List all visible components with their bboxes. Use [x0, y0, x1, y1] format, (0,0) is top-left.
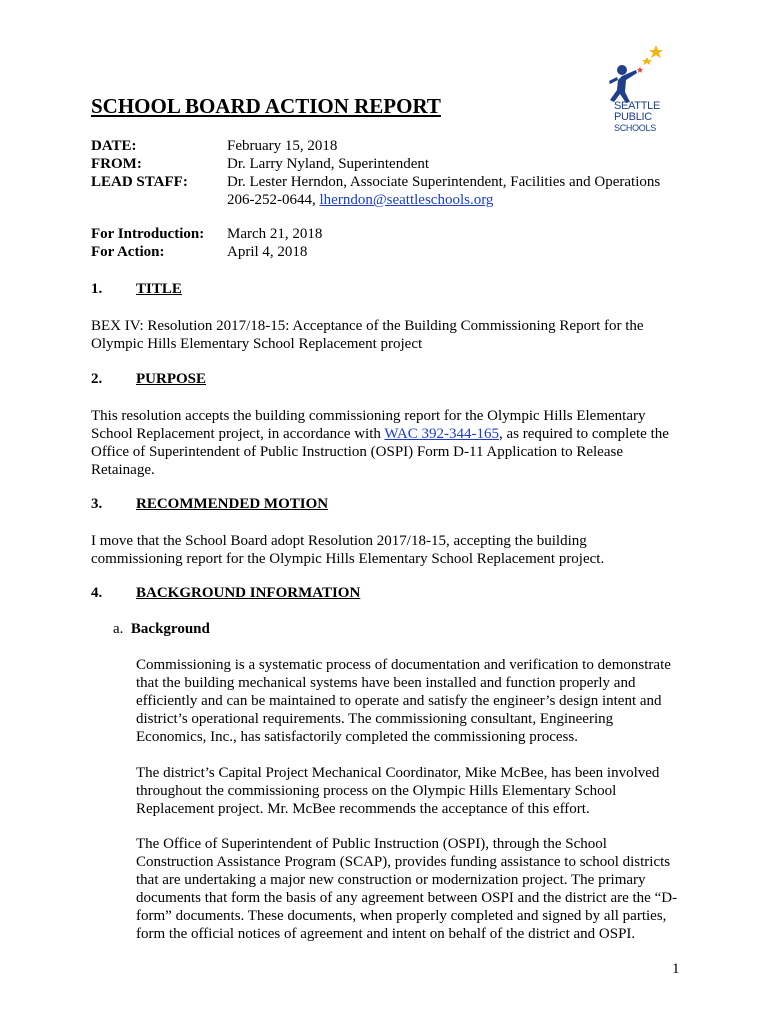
section-3-title: RECOMMENDED MOTION — [136, 496, 329, 512]
background-paragraph-3: The Office of Superintendent of Public Instruction (OSPI), through the School Construction Assistance Program (SCAP), provides funding assistance to school districts that are undertaking a major new construction or modernization project. The primary documents that form the basis of any agreement between OSPI and the district are the “D-form” documents. These documents, when properly completed and signed by all parties, form the official notices of agreement and intent on behalf of the district and OSPI. — [136, 836, 678, 942]
action-label: For Action: — [91, 244, 165, 260]
section-3-heading — [91, 496, 328, 513]
schedule-block — [91, 225, 322, 261]
from-value: Dr. Larry Nyland, Superintendent — [227, 156, 430, 172]
phone-number: 206-252-0644, — [227, 192, 316, 208]
section-2-text-before: This resolution accepts the building commissioning report for the Olympic Hills Elementary School Replacement project, in accordance with — [91, 408, 646, 442]
section-1-number: 1. — [91, 281, 103, 297]
lead-staff-label: LEAD STAFF: — [91, 174, 188, 190]
logo-line-2: PUBLIC — [614, 111, 652, 123]
logo-line-3: SCHOOLS — [614, 123, 656, 133]
introduction-date: March 21, 2018 — [227, 226, 323, 242]
contact-row — [91, 191, 660, 209]
logo-line-1: SEATTLE — [614, 100, 660, 112]
action-date: April 4, 2018 — [227, 244, 308, 260]
section-4-title: BACKGROUND INFORMATION — [136, 585, 361, 601]
section-3-text: I move that the School Board adopt Resolution 2017/18-15, accepting the building commissioning report for the Olympic Hills Elementary School Replacement project. — [91, 533, 605, 567]
logo-wordmark — [614, 101, 666, 133]
background-paragraph-2: The district’s Capital Project Mechanical Coordinator, Mike McBee, has been involved throughout the commissioning process on the Olympic Hills Elementary School Replacement project. Mr. McBee recommends the acceptance of this effort. — [136, 765, 660, 817]
introduction-row — [91, 225, 322, 243]
page-number: 1 — [672, 961, 680, 977]
section-3-number: 3. — [91, 496, 103, 512]
section-1-text: BEX IV: Resolution 2017/18-15: Acceptance of the Building Commissioning Report for the Olympic Hills Elementary School Replacement project — [91, 318, 644, 352]
section-2-title: PURPOSE — [136, 371, 207, 387]
date-row — [91, 137, 660, 155]
section-2-number: 2. — [91, 371, 103, 387]
page-title: SCHOOL BOARD ACTION REPORT — [91, 94, 441, 118]
subsection-a-title: Background — [130, 621, 210, 637]
lead-staff-value: Dr. Lester Herndon, Associate Superintendent, Facilities and Operations — [227, 174, 661, 190]
from-label: FROM: — [91, 156, 142, 172]
section-4-number: 4. — [91, 585, 103, 601]
date-label: DATE: — [91, 138, 137, 154]
section-1-heading — [91, 281, 182, 298]
report-metadata — [91, 137, 660, 209]
wac-link[interactable]: WAC 392-344-165 — [384, 426, 499, 442]
from-row — [91, 155, 660, 173]
section-2-text-after: , as required to complete the Office of Superintendent of Public Instruction (OSPI) Form D-11 Application to Release Retainage. — [91, 426, 669, 478]
section-2-text — [91, 407, 681, 479]
section-1-title: TITLE — [136, 281, 182, 297]
introduction-label: For Introduction: — [91, 226, 205, 242]
section-2-heading — [91, 371, 206, 388]
background-paragraph-1: Commissioning is a systematic process of documentation and verification to demonstrate that the building mechanical systems have been installed and function properly and efficiently and can be maintained to operate and satisfy the engineer’s design intent and district’s operational requirements. The commissioning consultant, Engineering Economics, Inc., has satisfactorily completed the commissioning process. — [136, 657, 671, 745]
subsection-a-heading — [113, 621, 210, 638]
lead-staff-row — [91, 173, 660, 191]
subsection-a-letter: a. — [113, 621, 124, 637]
action-row — [91, 243, 322, 261]
section-4-heading — [91, 585, 360, 602]
date-value: February 15, 2018 — [227, 138, 338, 154]
email-link[interactable]: lherndon@seattleschools.org — [319, 192, 494, 208]
